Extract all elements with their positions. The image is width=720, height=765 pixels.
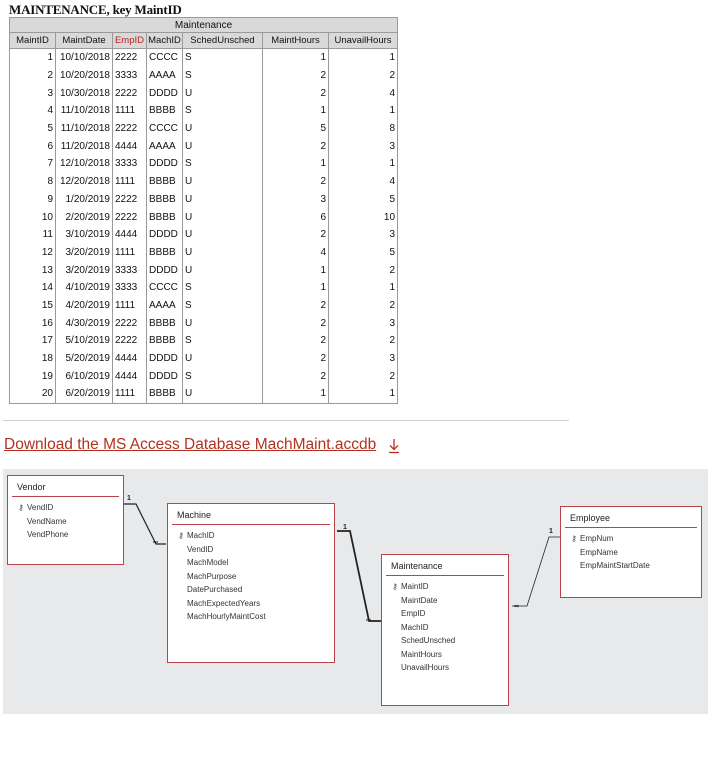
table-row [10, 314, 398, 332]
table-cell: 11/20/2018 [56, 137, 113, 155]
employee-box-title: Employee [570, 513, 611, 523]
table-cell: 12 [10, 244, 56, 262]
table-cell: U [183, 244, 263, 262]
table-cell: BBBB [147, 385, 183, 403]
table-cell: DDDD [147, 261, 183, 279]
maintenance-field [392, 634, 455, 648]
machine-field [178, 529, 266, 543]
table-cell: 18 [10, 350, 56, 368]
vendor-field [18, 515, 68, 529]
table-cell: 1111 [113, 244, 147, 262]
table-cell: 2 [263, 367, 329, 385]
field-name: DatePurchased [187, 585, 243, 594]
primary-key-icon: ⚷ [392, 582, 398, 591]
table-cell: 8 [10, 173, 56, 191]
field-name: MachModel [187, 558, 229, 567]
column-header: SchedUnsched [183, 33, 263, 49]
table-cell: U [183, 208, 263, 226]
table-cell: 1 [263, 385, 329, 403]
table-cell: 16 [10, 314, 56, 332]
maintenance-table-container [9, 17, 397, 404]
table-cell: 4 [329, 84, 398, 102]
table-cell: 4444 [113, 226, 147, 244]
employee-field [571, 559, 650, 573]
table-cell: 2 [10, 67, 56, 85]
table-cell: 4444 [113, 350, 147, 368]
table-cell: 3 [329, 226, 398, 244]
table-cell: 4 [263, 244, 329, 262]
table-cell: 2222 [113, 84, 147, 102]
table-cell: 3 [263, 191, 329, 209]
table-cell: 11/10/2018 [56, 120, 113, 138]
table-cell: 17 [10, 332, 56, 350]
table-cell: 7 [10, 155, 56, 173]
table-cell: 2 [329, 67, 398, 85]
table-caption: Maintenance [10, 18, 398, 33]
primary-key-icon: ⚷ [18, 503, 24, 512]
table-cell: 2 [329, 261, 398, 279]
table-cell: 3333 [113, 261, 147, 279]
table-cell: 2 [263, 173, 329, 191]
employee-table-box[interactable] [560, 506, 702, 598]
table-cell: 10/10/2018 [56, 49, 113, 67]
table-cell: 10 [10, 208, 56, 226]
table-row [10, 279, 398, 297]
field-name: EmpNum [580, 534, 614, 543]
table-cell: U [183, 120, 263, 138]
table-cell: 2222 [113, 314, 147, 332]
table-cell: 3/10/2019 [56, 226, 113, 244]
table-cell: U [183, 350, 263, 368]
machine-field [178, 583, 266, 597]
table-cell: 11/10/2018 [56, 102, 113, 120]
table-row [10, 173, 398, 191]
table-cell: 1111 [113, 297, 147, 315]
table-cell: 2 [263, 297, 329, 315]
table-cell: 2 [263, 84, 329, 102]
field-name: VendID [27, 503, 54, 512]
table-cell: 5 [263, 120, 329, 138]
table-row [10, 208, 398, 226]
table-cell: 6/10/2019 [56, 367, 113, 385]
table-cell: 3/20/2019 [56, 244, 113, 262]
vendor-machine-relationship [122, 504, 166, 544]
maintenance-field [392, 607, 455, 621]
table-cell: 4/30/2019 [56, 314, 113, 332]
table-cell: 1 [329, 385, 398, 403]
maintenance-field-list [392, 580, 455, 675]
table-cell: AAAA [147, 297, 183, 315]
field-name: UnavailHours [401, 663, 450, 672]
field-name: MaintDate [401, 595, 438, 605]
maintenance-box-title: Maintenance [391, 561, 443, 571]
table-cell: DDDD [147, 155, 183, 173]
vendor-one-label: 1 [127, 495, 131, 502]
table-cell: S [183, 102, 263, 120]
maintenance-field [392, 661, 455, 675]
column-header: UnavailHours [329, 33, 398, 49]
table-cell: DDDD [147, 84, 183, 102]
field-name: MaintHours [401, 649, 442, 659]
table-cell: 2 [329, 332, 398, 350]
field-name: VendID [187, 544, 214, 554]
field-name: SchedUnsched [401, 636, 456, 645]
table-cell: BBBB [147, 244, 183, 262]
table-row [10, 385, 398, 403]
maintenance-field [392, 594, 455, 608]
table-row [10, 261, 398, 279]
field-name: EmpID [401, 609, 426, 618]
maintenance-table-box[interactable] [381, 554, 509, 706]
table-body [10, 49, 398, 404]
vendor-field [18, 501, 68, 515]
page-heading: MAINTENANCE, key MaintID [9, 2, 182, 17]
machine-field [178, 556, 266, 570]
table-cell: 1 [263, 49, 329, 67]
table-cell: 2222 [113, 191, 147, 209]
table-cell: CCCC [147, 279, 183, 297]
machine-field [178, 610, 266, 624]
table-cell: 5 [10, 120, 56, 138]
table-cell: 4444 [113, 367, 147, 385]
maintenance-field [392, 580, 455, 594]
table-cell: U [183, 261, 263, 279]
table-cell: 20 [10, 385, 56, 403]
maintenance-many-label-employee: ∞ [514, 603, 519, 610]
table-cell: 8 [329, 120, 398, 138]
field-name: MachID [401, 622, 429, 632]
machine-many-label: ∞ [153, 539, 158, 546]
table-row [10, 367, 398, 385]
field-name: EmpName [580, 547, 618, 557]
table-cell: 2/20/2019 [56, 208, 113, 226]
table-cell: 4 [10, 102, 56, 120]
table-row [10, 102, 398, 120]
table-cell: 11 [10, 226, 56, 244]
table-cell: S [183, 155, 263, 173]
table-row [10, 137, 398, 155]
table-row [10, 155, 398, 173]
table-cell: DDDD [147, 226, 183, 244]
column-header: MaintDate [56, 33, 113, 49]
table-cell: S [183, 367, 263, 385]
table-cell: BBBB [147, 173, 183, 191]
maintenance-many-label-machine: ∞ [366, 617, 371, 624]
vendor-box-title: Vendor [17, 482, 46, 492]
table-cell: 10/30/2018 [56, 84, 113, 102]
table-cell: 5 [329, 244, 398, 262]
table-cell: CCCC [147, 49, 183, 67]
relationships-diagram [3, 469, 708, 714]
table-cell: 6/20/2019 [56, 385, 113, 403]
table-cell: 3333 [113, 155, 147, 173]
table-row [10, 67, 398, 85]
table-cell: 2 [263, 226, 329, 244]
table-cell: 3/20/2019 [56, 261, 113, 279]
employee-field [571, 532, 650, 546]
field-name: MachHourlyMaintCost [187, 612, 266, 621]
table-cell: DDDD [147, 350, 183, 368]
table-cell: 2 [263, 314, 329, 332]
table-cell: BBBB [147, 102, 183, 120]
table-cell: U [183, 137, 263, 155]
machine-field [178, 597, 266, 611]
table-cell: 3 [329, 314, 398, 332]
machine-field-list [178, 529, 266, 624]
table-cell: 10/20/2018 [56, 67, 113, 85]
download-database-link[interactable]: Download the MS Access Database MachMaint.accdb [4, 436, 377, 453]
table-cell: 2 [263, 332, 329, 350]
table-cell: BBBB [147, 314, 183, 332]
table-cell: BBBB [147, 191, 183, 209]
table-cell: 5/10/2019 [56, 332, 113, 350]
machine-maintenance-relationship [337, 531, 382, 621]
table-cell: 1 [263, 279, 329, 297]
table-row [10, 191, 398, 209]
table-cell: S [183, 49, 263, 67]
table-row [10, 244, 398, 262]
table-row [10, 120, 398, 138]
vendor-field-list [18, 501, 68, 542]
table-cell: 12/10/2018 [56, 155, 113, 173]
column-header: MaintHours [263, 33, 329, 49]
table-cell: U [183, 173, 263, 191]
table-cell: 14 [10, 279, 56, 297]
employee-maintenance-relationship [512, 537, 561, 606]
table-cell: 10 [329, 208, 398, 226]
table-row [10, 84, 398, 102]
table-header-row [10, 33, 398, 49]
vendor-table-box[interactable] [7, 475, 124, 565]
horizontal-divider [3, 420, 569, 421]
maintenance-field [392, 621, 455, 635]
table-cell: 2 [329, 297, 398, 315]
table-cell: 1111 [113, 102, 147, 120]
machine-field [178, 543, 266, 557]
employee-field-list [571, 532, 650, 573]
primary-key-icon: ⚷ [571, 534, 577, 543]
table-cell: 15 [10, 297, 56, 315]
table-cell: 2222 [113, 120, 147, 138]
table-cell: BBBB [147, 208, 183, 226]
field-name: MachID [187, 531, 215, 540]
table-cell: 3 [329, 137, 398, 155]
table-cell: 19 [10, 367, 56, 385]
table-cell: U [183, 385, 263, 403]
field-name: MaintID [401, 582, 429, 591]
table-cell: 4/20/2019 [56, 297, 113, 315]
table-cell: 2222 [113, 208, 147, 226]
table-cell: DDDD [147, 367, 183, 385]
table-cell: S [183, 332, 263, 350]
table-cell: 2 [329, 367, 398, 385]
table-cell: 5/20/2019 [56, 350, 113, 368]
field-name: MachPurpose [187, 571, 237, 581]
table-cell: 5 [329, 191, 398, 209]
table-cell: 1 [263, 102, 329, 120]
employee-one-label: 1 [549, 528, 553, 535]
download-arrow-icon[interactable] [386, 437, 402, 455]
table-cell: 1 [329, 279, 398, 297]
table-cell: 1 [329, 102, 398, 120]
maintenance-table [9, 17, 398, 404]
table-row [10, 332, 398, 350]
table-cell: 6 [10, 137, 56, 155]
table-cell: 2 [263, 137, 329, 155]
table-cell: AAAA [147, 67, 183, 85]
maintenance-field [392, 648, 455, 662]
table-cell: 1111 [113, 385, 147, 403]
machine-table-box[interactable] [167, 503, 335, 663]
table-cell: 12/20/2018 [56, 173, 113, 191]
column-header: EmpID [113, 33, 147, 49]
table-cell: 1 [329, 155, 398, 173]
table-cell: 3333 [113, 67, 147, 85]
employee-field [571, 546, 650, 560]
machine-one-label: 1 [343, 524, 347, 531]
table-cell: U [183, 314, 263, 332]
table-cell: 4 [329, 173, 398, 191]
primary-key-icon: ⚷ [178, 531, 184, 540]
vendor-field [18, 528, 68, 542]
field-name: VendPhone [27, 530, 69, 539]
table-cell: 2222 [113, 49, 147, 67]
table-row [10, 350, 398, 368]
machine-box-title: Machine [177, 510, 212, 520]
table-cell: 3 [329, 350, 398, 368]
table-row [10, 226, 398, 244]
table-cell: 1 [263, 261, 329, 279]
column-header: MaintID [10, 33, 56, 49]
table-cell: U [183, 84, 263, 102]
table-cell: CCCC [147, 120, 183, 138]
table-cell: AAAA [147, 137, 183, 155]
table-cell: 3333 [113, 279, 147, 297]
table-cell: S [183, 279, 263, 297]
table-cell: 2222 [113, 332, 147, 350]
table-cell: U [183, 226, 263, 244]
field-name: VendName [27, 516, 67, 526]
table-row [10, 297, 398, 315]
table-cell: BBBB [147, 332, 183, 350]
table-cell: S [183, 297, 263, 315]
table-cell: 1111 [113, 173, 147, 191]
table-cell: 1 [329, 49, 398, 67]
table-cell: 1/20/2019 [56, 191, 113, 209]
table-cell: S [183, 67, 263, 85]
machine-field [178, 570, 266, 584]
table-cell: 13 [10, 261, 56, 279]
column-header: MachID [147, 33, 183, 49]
table-cell: 9 [10, 191, 56, 209]
field-name: MachExpectedYears [187, 598, 261, 608]
field-name: EmpMaintStartDate [580, 561, 650, 570]
table-cell: 6 [263, 208, 329, 226]
table-cell: 3 [10, 84, 56, 102]
table-cell: 1 [10, 49, 56, 67]
table-cell: 2 [263, 350, 329, 368]
table-cell: U [183, 191, 263, 209]
table-cell: 2 [263, 67, 329, 85]
table-cell: 4/10/2019 [56, 279, 113, 297]
table-cell: 4444 [113, 137, 147, 155]
table-cell: 1 [263, 155, 329, 173]
table-row [10, 49, 398, 67]
